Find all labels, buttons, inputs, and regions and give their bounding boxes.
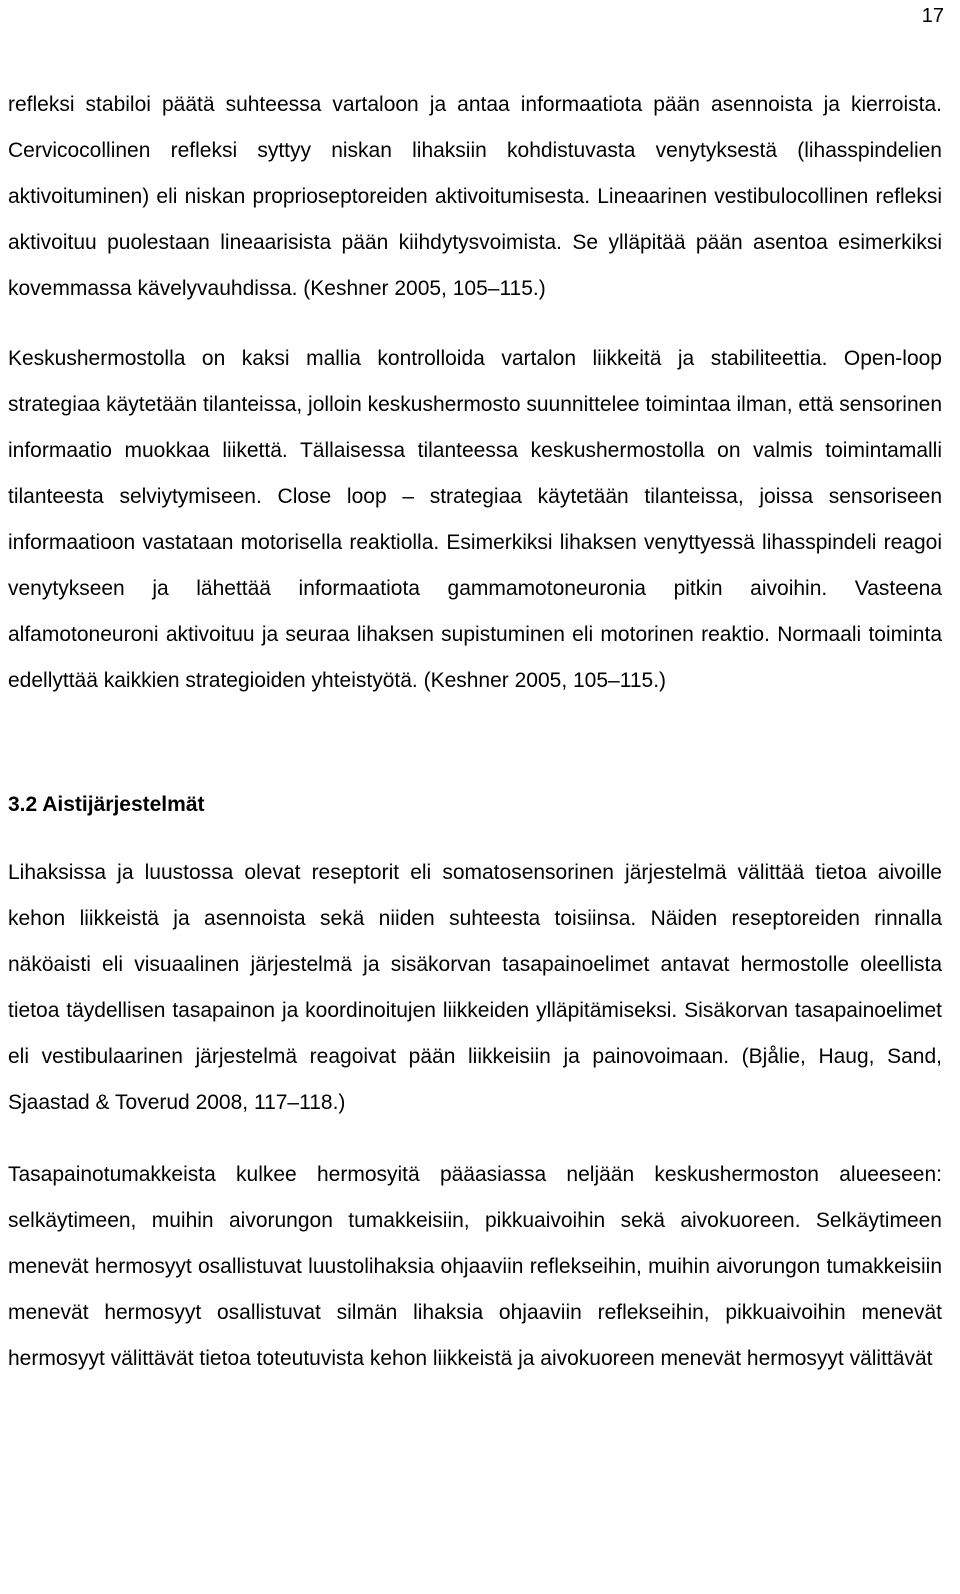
paragraph-reflexes: refleksi stabiloi päätä suhteessa vartaloon ja antaa informaatiota pään asennoista ja kierroista. Cervicocollinen refleksi syttyy niskan lihaksiin kohdistuvasta venytyksestä (lihasspindelien aktivoituminen) eli niskan proprioseptoreiden aktivoitumisesta. Lineaarinen vestibulocollinen refleksi aktivoituu puolestaan lineaarisista pään kiihdytysvoimista. Se ylläpitää pään asentoa esimerkiksi kovemmassa kävelyvauhdissa. (Keshner 2005, 105–115.) [8,93,942,300]
page-number: 17 [921,5,944,27]
section-heading: 3.2 Aistijärjestelmät [8,793,205,816]
paragraph-vestibular-nuclei: Tasapainotumakkeista kulkee hermosyitä pääasiassa neljään keskushermoston alueeseen: selkäytimeen, muihin aivorungon tumakkeisiin, pikkuaivoihin sekä aivokuoreen. Selkäytimeen menevät hermosyyt osallistuvat luustolihaksia ohjaaviin reflekseihin, muihin aivorungon tumakkeisiin menevät hermosyyt osallistuvat silmän lihaksia ohjaaviin reflekseihin, pikkuaivoihin menevät hermosyyt välittävät tietoa toteutuvista kehon liikkeistä ja aivokuoreen menevät hermosyyt välittävät [8,1163,942,1370]
paragraph-sensory-systems: Lihaksissa ja luustossa olevat reseptorit eli somatosensorinen järjestelmä välittää tietoa aivoille kehon liikkeistä ja asennoista sekä niiden suhteesta toisiinsa. Näiden reseptoreiden rinnalla näköaisti eli visuaalinen järjestelmä ja sisäkorvan tasapainoelimet antavat hermostolle oleellista tietoa täydellisen tasapainon ja koordinoitujen liikkeiden ylläpitämiseksi. Sisäkorvan tasapainoelimet eli vestibulaarinen järjestelmä reagoivat pään liikkeisiin ja painovoimaan. (Bjålie, Haug, Sand, Sjaastad & Toverud 2008, 117–118.) [8,861,942,1114]
paragraph-control-models: Keskushermostolla on kaksi mallia kontrolloida vartalon liikkeitä ja stabiliteettia. Open-loop strategiaa käytetään tilanteissa, jolloin keskushermosto suunnittelee toimintaa ilman, että sensorinen informaatio muokkaa liikettä. Tällaisessa tilanteessa keskushermostolla on valmis toimintamalli tilanteesta selviytymiseen. Close loop – strategiaa käytetään tilanteissa, joissa sensoriseen informaatioon vastataan motorisella reaktiolla. Esimerkiksi lihaksen venyttyessä lihasspindeli reagoi venytykseen ja lähettää informaatiota gammamotoneuronia pitkin aivoihin. Vasteena alfamotoneuroni aktivoituu ja seuraa lihaksen supistuminen eli motorinen reaktio. Normaali toiminta edellyttää kaikkien strategioiden yhteistyötä. (Keshner 2005, 105–115.) [8,347,942,692]
document-body [8,82,942,1382]
